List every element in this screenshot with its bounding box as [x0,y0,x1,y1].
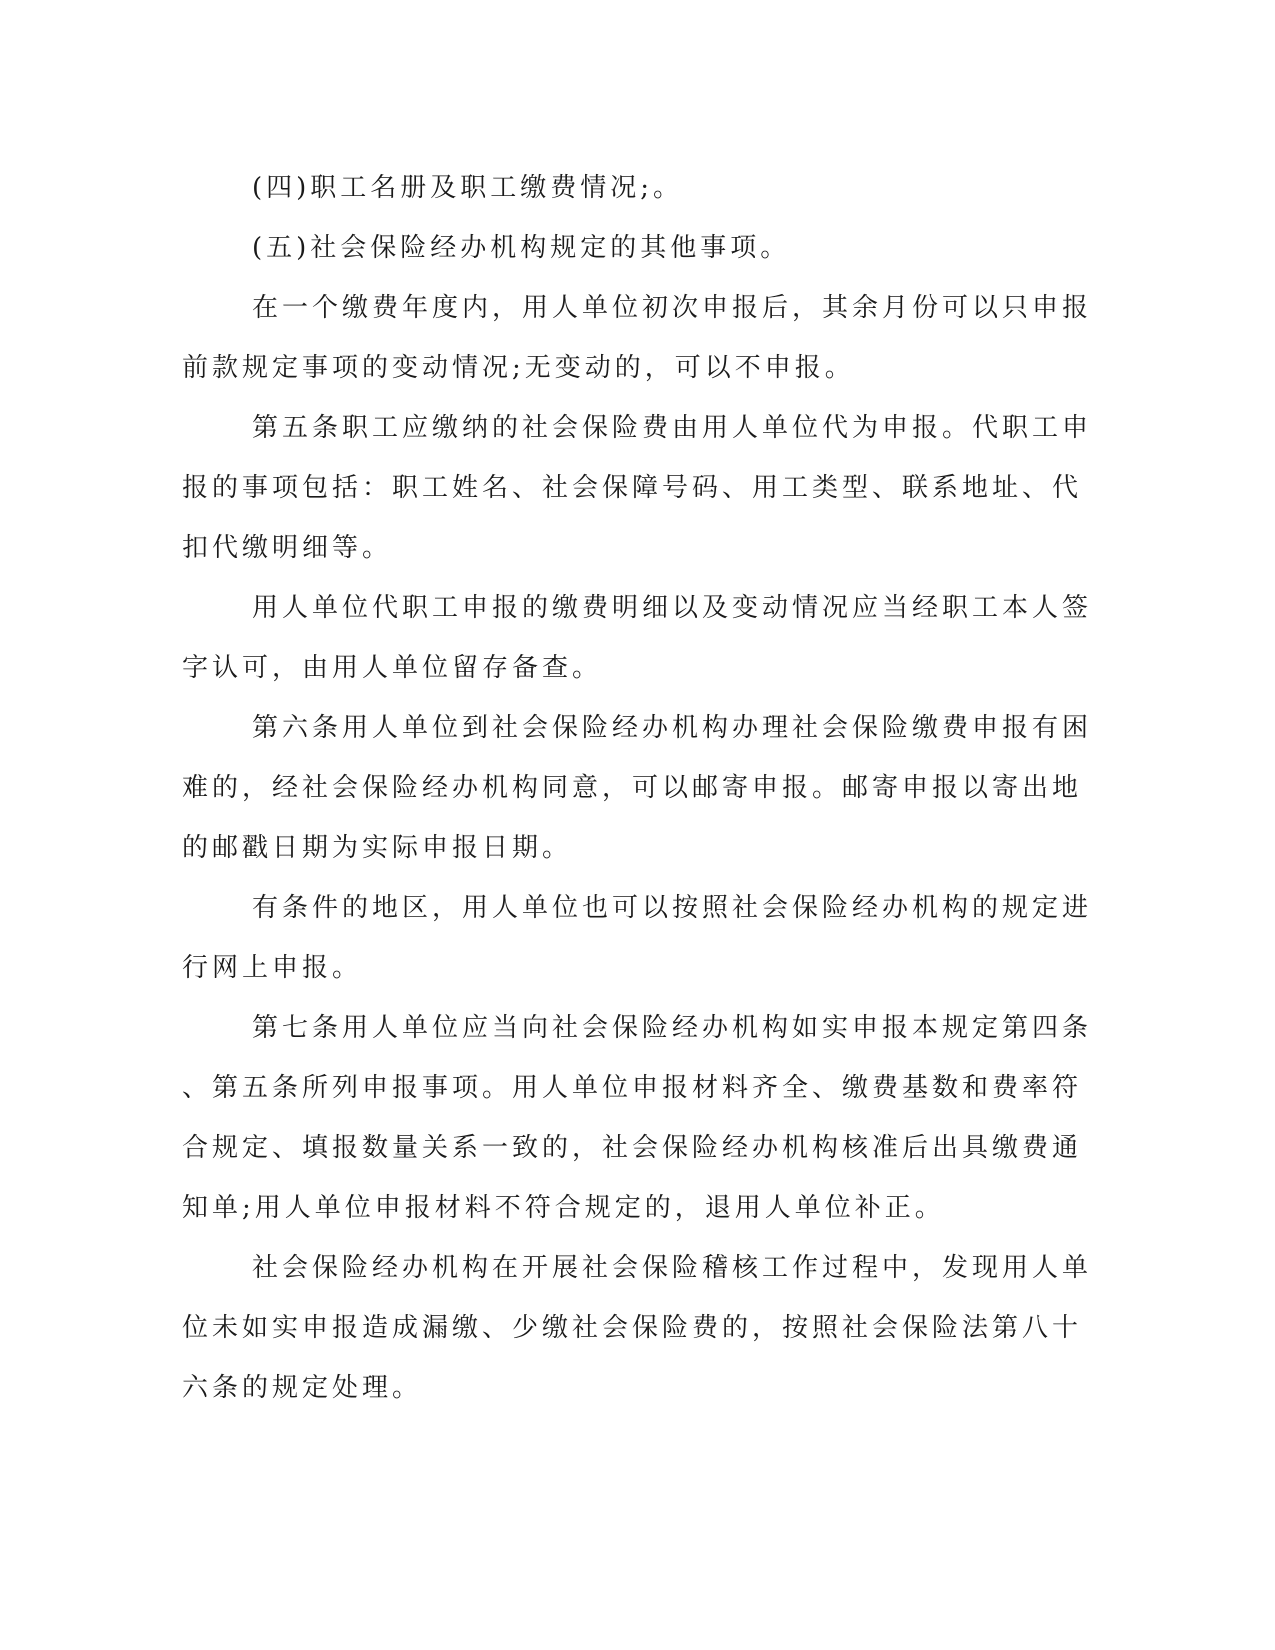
paragraph-article-7 [182,998,1093,1238]
text-line: 报的事项包括：职工姓名、社会保障号码、用工类型、联系地址、代 [182,473,1083,503]
text-line: 、第五条所列申报事项。用人单位申报材料齐全、缴费基数和费率符 [182,1073,1083,1103]
text-line: 社会保险经办机构在开展社会保险稽核工作过程中，发现用人单 [252,1253,1093,1283]
document-body [182,158,1093,1418]
paragraph-item-4 [182,158,1030,218]
text-line: 合规定、填报数量关系一致的，社会保险经办机构核准后出具缴费通 [182,1133,1083,1163]
text-line: 知单;用人单位申报材料不符合规定的，退用人单位补正。 [182,1193,945,1223]
text-line: 的邮戳日期为实际申报日期。 [182,833,573,863]
text-line: 扣代缴明细等。 [182,533,393,563]
paragraph-article-6 [182,698,1093,878]
text-line: 在一个缴费年度内，用人单位初次申报后，其余月份可以只申报 [252,293,1093,323]
text-line: 六条的规定处理。 [182,1373,423,1403]
paragraph-audit [182,1238,1093,1418]
text-line: 第五条职工应缴纳的社会保险费由用人单位代为申报。代职工申 [252,413,1093,443]
text-line: 用人单位代职工申报的缴费明细以及变动情况应当经职工本人签 [252,593,1093,623]
paragraph-online-declaration [182,878,1093,998]
text-line: 有条件的地区，用人单位也可以按照社会保险经办机构的规定进 [252,893,1093,923]
text-line: (五)社会保险经办机构规定的其他事项。 [252,233,791,263]
text-line: 难的，经社会保险经办机构同意，可以邮寄申报。邮寄申报以寄出地 [182,773,1083,803]
text-line: 第七条用人单位应当向社会保险经办机构如实申报本规定第四条 [252,1013,1093,1043]
text-line: 第六条用人单位到社会保险经办机构办理社会保险缴费申报有困 [252,713,1093,743]
text-line: 前款规定事项的变动情况;无变动的，可以不申报。 [182,353,855,383]
text-line: (四)职工名册及职工缴费情况;。 [252,173,684,203]
paragraph-article-5 [182,398,1093,578]
paragraph-employee-signature [182,578,1093,698]
text-line: 字认可，由用人单位留存备查。 [182,653,603,683]
paragraph-item-5 [182,218,1030,278]
paragraph-annual-declaration [182,278,1093,398]
text-line: 行网上申报。 [182,953,363,983]
text-line: 位未如实申报造成漏缴、少缴社会保险费的，按照社会保险法第八十 [182,1313,1083,1343]
